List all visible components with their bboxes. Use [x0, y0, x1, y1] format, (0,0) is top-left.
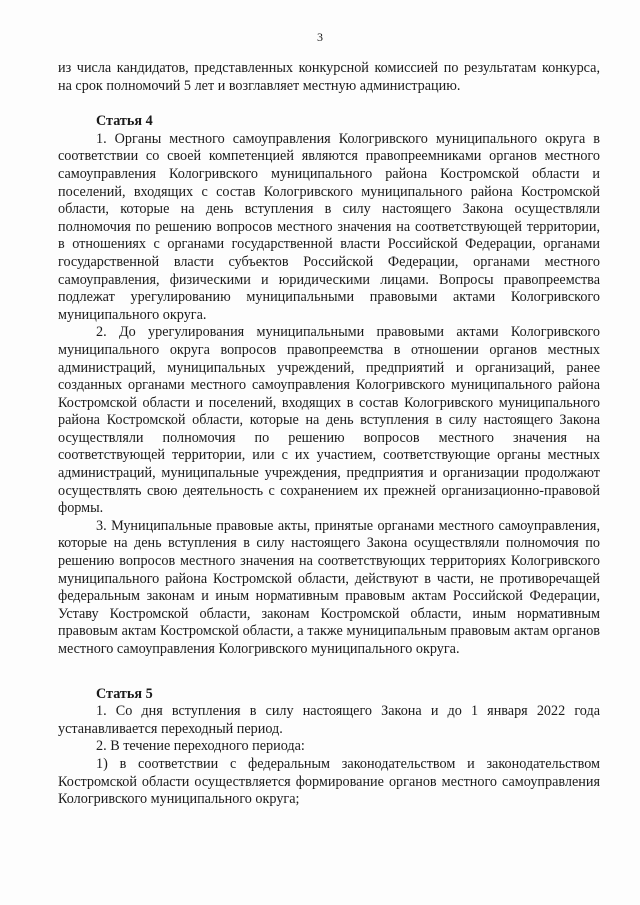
article-5-paragraph-1: 1. Со дня вступления в силу настоящего Закона и до 1 января 2022 года устанавливается переходный период. [58, 703, 600, 737]
article-4-paragraph-3: 3. Муниципальные правовые акты, принятые органами местного самоуправления, которые на день вступления в силу настоящего Закона осуществляли полномочия по решению вопросов местного значения на соответствующих территориях Кологривского муниципального района Костромской области, действуют в части, не противоречащей федеральным законам и иным нормативным правовым актам Российской Федерации, Уставу Костромской области, законам Костромской области, иным нормативным правовым актам Костромской области, а также муниципальным правовым актам органов местного самоуправления Кологривского муниципального округа. [58, 517, 600, 657]
article-4 [58, 113, 600, 658]
spacer [58, 659, 600, 686]
article-4-heading: Статья 4 [96, 113, 153, 130]
article-4-paragraph-2: 2. До урегулирования муниципальными правовыми актами Кологривского муниципального округа вопросов правопреемства в отношении органов местных администраций, муниципальных учреждений, предприятий и организаций, ранее созданных органами местного самоуправления Кологривского муниципального района Костромской области и поселений, входящих в состав Кологривского муниципального района Костромской области, которые на день вступления в силу настоящего Закона осуществляли полномочия по решению вопросов местного значения на соответствующей территории, или с их участием, соответствующие органы местных администраций, муниципальные учреждения, предприятия и организации продолжают осуществлять свою деятельность с сохранением их прежней организационно-правовой формы. [58, 324, 600, 517]
page-number: 3 [317, 30, 323, 44]
article-5-paragraph-2: 2. В течение переходного периода: [96, 738, 305, 755]
article-5-paragraph-3: 1) в соответствии с федеральным законодательством и законодательством Костромской области осуществляется формирование органов местного самоуправления Кологривского муниципального округа; [58, 755, 600, 808]
spacer [58, 95, 600, 113]
document-body [58, 60, 600, 809]
article-4-paragraph-1: 1. Органы местного самоуправления Кологривского муниципального округа в соответствии со своей компетенцией являются правопреемниками органов местного самоуправления Кологривского муниципального района Костромской области и поселений, входящих с состав Кологривского муниципального района Костромской области, которые на день вступления в силу настоящего Закона осуществляли полномочия по решению вопросов местного значения на соответствующей территории, в отношениях с органами государственной власти Российской Федерации, органами государственной власти субъектов Российской Федерации, органами местного самоуправления, физическими и юридическими лицами. Вопросы правопреемства подлежат урегулированию муниципальными правовыми актами Кологривского муниципального округа. [58, 130, 600, 323]
article-5 [58, 686, 600, 809]
intro-paragraph: из числа кандидатов, представленных конкурсной комиссией по результатам конкурса, на срок полномочий 5 лет и возглавляет местную администрацию. [58, 60, 600, 94]
article-5-heading: Статья 5 [96, 685, 153, 702]
